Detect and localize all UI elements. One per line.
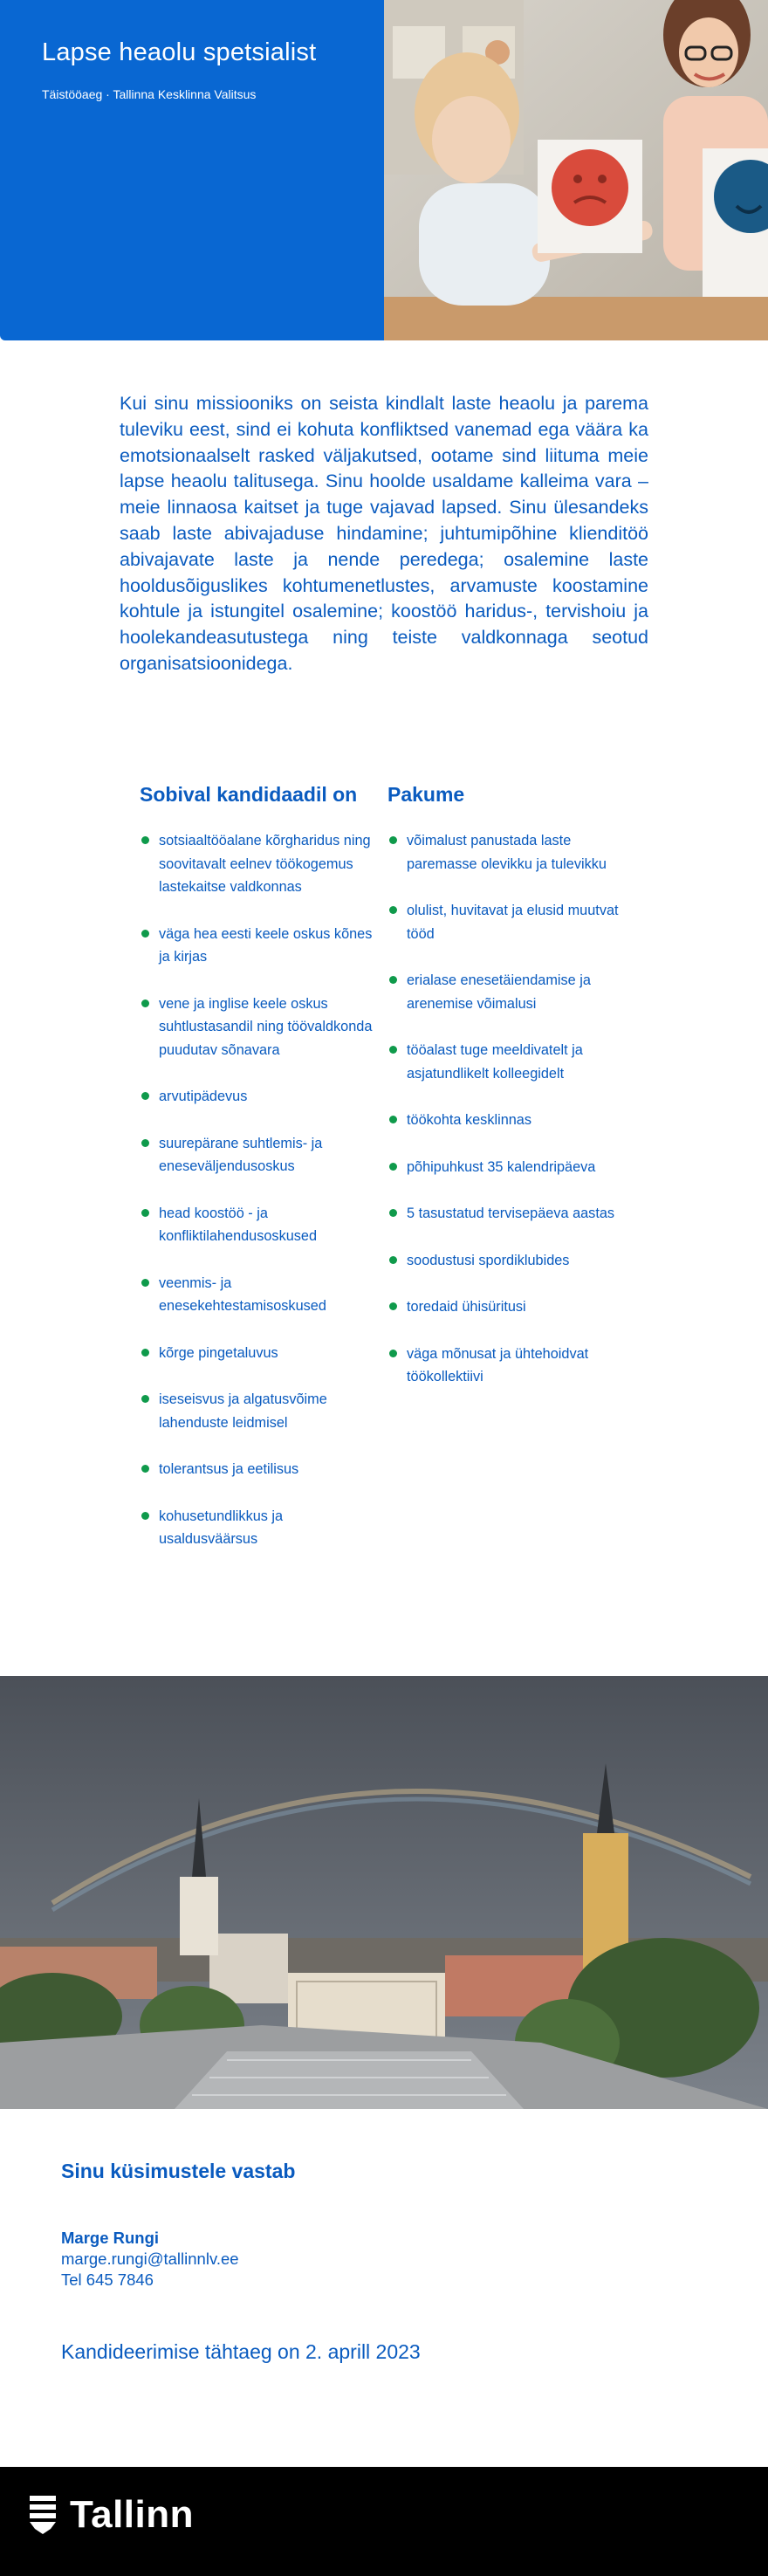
tallinn-crest-icon [26, 2494, 59, 2536]
header-banner [0, 0, 768, 340]
contact-card [61, 2228, 239, 2291]
list-item: iseseisvus ja algatusvõime lahenduste leidmisel [140, 1388, 375, 1434]
list-item: töökohta kesklinnas [387, 1109, 623, 1132]
list-item: tööalast tuge meeldivatelt ja asjatundlikelt kolleegidelt [387, 1039, 623, 1085]
offers-list [387, 829, 623, 1389]
bullet-dot-icon [389, 1350, 397, 1357]
requirements-list [140, 829, 375, 1551]
bullet-dot-icon [141, 1349, 149, 1357]
list-item: väga mõnusat ja ühtehoidvat töökollektiivi [387, 1343, 623, 1389]
header-blue-panel [0, 0, 384, 340]
bullet-dot-icon [389, 906, 397, 914]
bullet-dot-icon [141, 930, 149, 938]
list-item: kõrge pingetaluvus [140, 1342, 375, 1365]
bullet-dot-icon [141, 1512, 149, 1520]
contact-title: Sinu küsimustele vastab [61, 2160, 296, 2182]
bullet-dot-icon [141, 1395, 149, 1403]
list-item: sotsiaaltööalane kõrgharidus ning soovitavalt eelnev töökogemus lastekaitse valdkonnas [140, 829, 375, 899]
bullet-dot-icon [389, 1302, 397, 1310]
job-meta: Täistööaeg · Tallinna Kesklinna Valitsus [42, 87, 257, 101]
offers-section [387, 783, 623, 1412]
list-item: olulist, huvitavat ja elusid muutvat tööd [387, 899, 623, 945]
list-item: erialase enesetäiendamise ja arenemise võimalusi [387, 969, 623, 1015]
bullet-dot-icon [389, 1163, 397, 1171]
tallinn-logo[interactable] [26, 2493, 194, 2537]
list-item: toredaid ühisüritusi [387, 1295, 623, 1319]
bullet-dot-icon [141, 1092, 149, 1100]
contact-name: Marge Rungi [61, 2229, 160, 2247]
list-item: põhipuhkust 35 kalendripäeva [387, 1156, 623, 1179]
list-item: veenmis- ja enesekehtestamisoskused [140, 1272, 375, 1318]
list-item: suurepärane suhtlemis- ja eneseväljendusoskus [140, 1132, 375, 1178]
footer [0, 2467, 768, 2576]
list-item: head koostöö - ja konfliktilahendusoskused [140, 1202, 375, 1248]
page-title: Lapse heaolu spetsialist [42, 38, 317, 66]
list-item: arvutipädevus [140, 1085, 375, 1109]
logo-text: Tallinn [70, 2493, 195, 2536]
list-item: vene ja inglise keele oskus suhtlustasandil ning töövaldkonda puudutav sõnavara [140, 993, 375, 1062]
bullet-dot-icon [389, 976, 397, 984]
application-deadline: Kandideerimise tähtaeg on 2. aprill 2023 [61, 2340, 421, 2363]
list-item: tolerantsus ja eetilisus [140, 1458, 375, 1481]
list-item: väga hea eesti keele oskus kõnes ja kirjas [140, 923, 375, 969]
bullet-dot-icon [141, 1465, 149, 1473]
bullet-dot-icon [389, 1046, 397, 1054]
bullet-dot-icon [141, 999, 149, 1007]
bullet-dot-icon [141, 836, 149, 844]
bullet-dot-icon [389, 836, 397, 844]
bullet-dot-icon [141, 1279, 149, 1287]
bullet-dot-icon [389, 1116, 397, 1123]
bullet-dot-icon [141, 1139, 149, 1147]
list-item: soodustusi spordiklubides [387, 1249, 623, 1273]
list-item: võimalust panustada laste paremasse olevikku ja tulevikku [387, 829, 623, 876]
requirements-title: Sobival kandidaadil on [140, 783, 358, 806]
bullet-dot-icon [141, 1209, 149, 1217]
intro-paragraph: Kui sinu missiooniks on seista kindlalt laste heaolu ja parema tuleviku eest, sind ei kohuta konfliktsed vanemad ega väära ka emotsionaalselt rasked väljakutsed, ootame sind liituma meie lapse heaolu talitusega. Sinu hoolde usaldame kalleima vara – meie linnaosa kaitset ja tuge vajavad lapsed. Sinu ülesandeks saab laste abivajaduse hindamine; juhtumipõhine klienditöö abivajavate laste ja nende peredega; osalemine laste hooldusõiguslikes kohtumenetlustes, arvamuste koostamine kohtule ja istungitel osalemine; koostöö haridus-, tervishoiu ja hoolekandeasutustega ning teiste valdkonnaga seotud organisatsioonidega. [120, 393, 648, 674]
contact-phone: Tel 645 7846 [61, 2270, 154, 2289]
list-item: kohusetundlikkus ja usaldusväärsus [140, 1505, 375, 1551]
bullet-dot-icon [389, 1256, 397, 1264]
contact-email-link[interactable]: marge.rungi@tallinnlv.ee [61, 2250, 239, 2268]
city-photo [0, 1676, 768, 2109]
offers-title: Pakume [387, 783, 465, 806]
bullet-dot-icon [389, 1209, 397, 1217]
header-photo [384, 0, 768, 340]
requirements-section [140, 783, 375, 1575]
list-item: 5 tasustatud tervisepäeva aastas [387, 1202, 623, 1226]
